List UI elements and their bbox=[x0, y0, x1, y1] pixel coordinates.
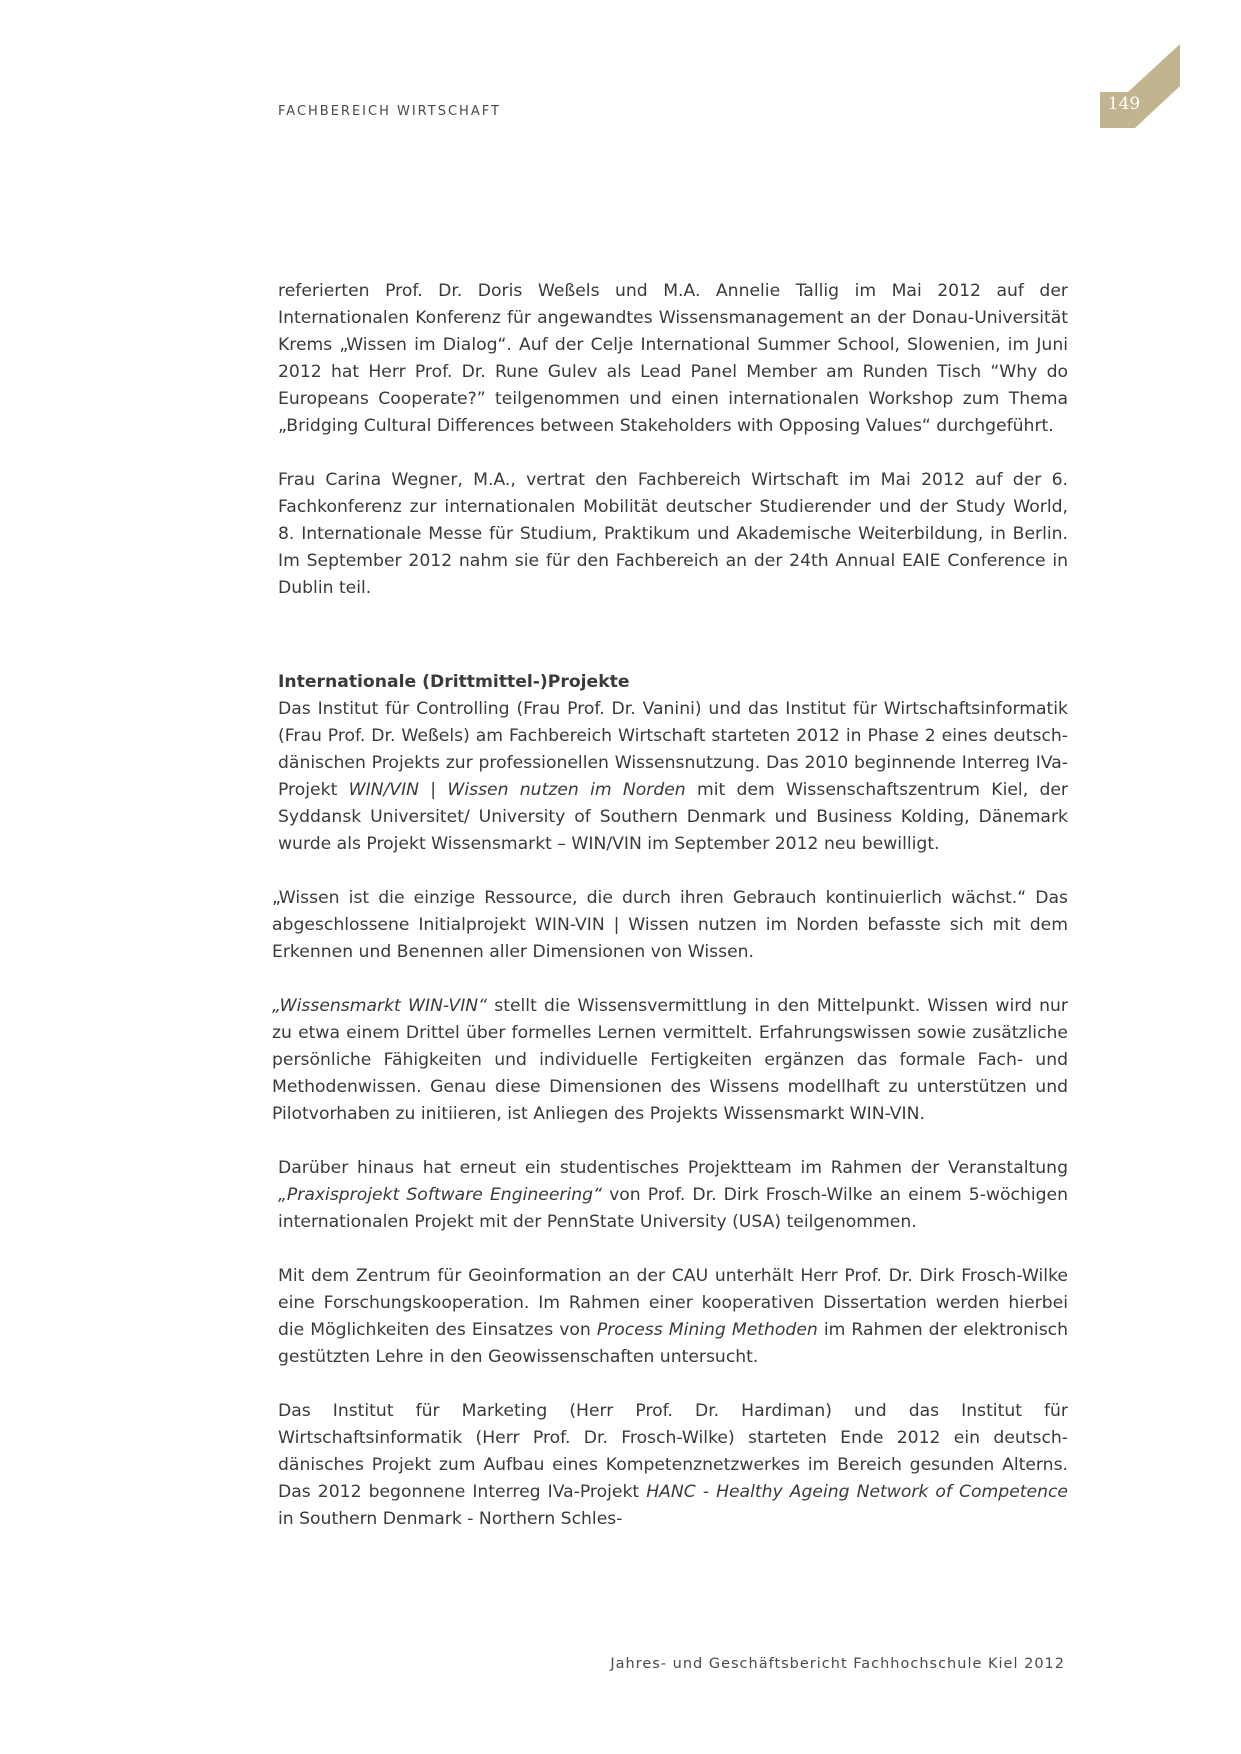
course-name: „Praxisprojekt Software Engineering“ bbox=[278, 1185, 602, 1205]
paragraph bbox=[278, 1155, 1068, 1236]
project-name: „Wissensmarkt WIN-VIN“ bbox=[272, 996, 488, 1016]
section-label: FACHBEREICH WIRTSCHAFT bbox=[278, 104, 501, 119]
paragraph bbox=[272, 993, 1068, 1128]
quote-paragraph: „Wissen ist die einzige Ressource, die durch ihren Gebrauch kontinuierlich wächst.“ Das abgeschlossene Initialprojekt WIN-VIN | Wissen nutzen im Norden befasste sich mit dem Erkennen und Benennen aller Dimensionen von Wissen. bbox=[272, 888, 1068, 962]
paragraph: Frau Carina Wegner, M.A., vertrat den Fachbereich Wirtschaft im Mai 2012 auf der 6. Fachkonferenz zur internationalen Mobilität deutscher Studierender und der Study World, 8. Internationale Messe für Studium, Praktikum und Akademische Weiterbildung, in Berlin. Im September 2012 nahm sie für den Fachbereich an der 24th Annual EAIE Conference in Dublin teil. bbox=[278, 470, 1068, 598]
page-number: 149 bbox=[1107, 94, 1141, 114]
paragraph bbox=[278, 1398, 1068, 1533]
text-run: Darüber hinaus hat erneut ein studentisches Projektteam im Rahmen der Veranstaltung bbox=[278, 1158, 1068, 1178]
text-run: Mit dem Zentrum für Geoinformation an der CAU unterhält Herr Prof. Dr. Dirk Frosch-Wilke eine Forschungskooperation. Im Rahmen einer kooperativen Dissertation werden hierbei die Möglichkeiten des Einsatzes von bbox=[278, 1266, 1068, 1340]
badge-shape bbox=[1100, 44, 1180, 128]
paragraph: referierten Prof. Dr. Doris Weßels und M.A. Annelie Tallig im Mai 2012 auf der Internationalen Konferenz für angewandtes Wissensmanagement an der Donau-Universität Krems „Wissen im Dialog“. Auf der Celje International Summer School, Slowenien, im Juni 2012 hat Herr Prof. Dr. Rune Gulev als Lead Panel Member am Runden Tisch “Why do Europeans Cooperate?” teilgenommen und einen internationalen Workshop zum Thema „Bridging Cultural Differences between Stakeholders with Opposing Values“ durchgeführt. bbox=[278, 281, 1068, 436]
text-run: mit dem Wissenschaftszentrum Kiel, der Syddansk Universitet/ University of Southern Denmark und Business Kolding, Dänemark wurde als Projekt Wissensmarkt – WIN/VIN im September 2012 neu bewilligt. bbox=[278, 780, 1068, 854]
footer-text: Jahres- und Geschäftsbericht Fachhochschule Kiel 2012 bbox=[610, 1656, 1065, 1672]
paragraph bbox=[278, 696, 1068, 858]
document-body bbox=[272, 278, 1069, 1533]
page-number-badge bbox=[1100, 44, 1180, 128]
project-name: HANC - Healthy Ageing Network of Competence bbox=[646, 1482, 1069, 1502]
project-name: WIN/VIN | Wissen nutzen im Norden bbox=[348, 780, 686, 800]
text-run: im Rahmen der elektronisch gestützten Lehre in den Geowissenschaften untersucht. bbox=[278, 1320, 1069, 1367]
text-run: Das Institut für Marketing (Herr Prof. Dr. Hardiman) und das Institut für Wirtschaftsinformatik (Herr Prof. Dr. Frosch-Wilke) starteten Ende 2012 ein deutsch-dänisches Projekt zum Aufbau eines Kompetenznetzwerkes im Bereich gesunden Alterns. Das 2012 begonnene Interreg IVa-Projekt bbox=[278, 1401, 1068, 1502]
text-run: Das Institut für Controlling (Frau Prof. Dr. Vanini) und das Institut für Wirtschaftsinformatik (Frau Prof. Dr. Weßels) am Fachbereich Wirtschaft starteten 2012 in Phase 2 eines deutsch-dänischen Projekts zur professionellen Wissensnutzung. Das 2010 beginnende Interreg IVa-Projekt bbox=[278, 699, 1068, 800]
paragraph bbox=[278, 1263, 1068, 1371]
method-name: Process Mining Methoden bbox=[596, 1320, 818, 1340]
text-run: stellt die Wissensvermittlung in den Mittelpunkt. Wissen wird nur zu etwa einem Drittel über formelles Lernen vermittelt. Erfahrungswissen sowie zusätzliche persönliche Fähigkeiten und individuelle Fertigkeiten ergänzen das formale Fach- und Methodenwissen. Genau diese Dimensionen des Wissens modellhaft zu unterstützen und Pilotvorhaben zu initiieren, ist Anliegen des Projekts Wissensmarkt WIN-VIN. bbox=[272, 996, 1068, 1124]
text-run: von Prof. Dr. Dirk Frosch-Wilke an einem 5-wöchigen internationalen Projekt mit der PennState University (USA) teilgenommen. bbox=[278, 1185, 1068, 1232]
section-heading: Internationale (Drittmittel-)Projekte bbox=[278, 672, 630, 692]
text-run: in Southern Denmark - Northern Schles- bbox=[278, 1509, 623, 1529]
